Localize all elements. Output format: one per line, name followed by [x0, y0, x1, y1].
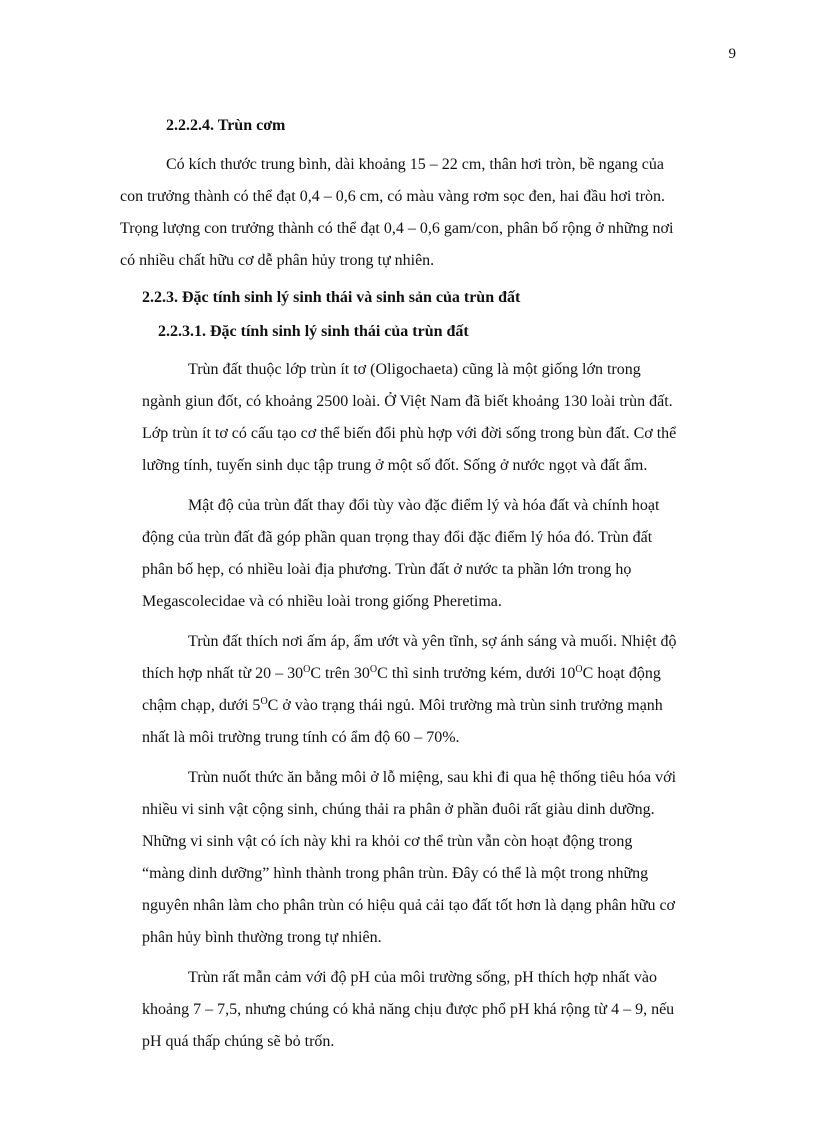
- paragraph-line: lưỡng tính, tuyến sinh dục tập trung ở một số đốt. Sống ở nước ngọt và đất ẩm.: [142, 457, 648, 474]
- paragraph-line: pH quá thấp chúng sẽ bỏ trốn.: [142, 1033, 335, 1050]
- paragraph-line: phân hủy bình thường trong tự nhiên.: [142, 929, 382, 946]
- paragraph-digestion: [120, 762, 740, 954]
- paragraph-temperature: [120, 626, 740, 754]
- section-heading-2-2-3: 2.2.3. Đặc tính sinh lý sinh thái và sinh sản của trùn đất: [142, 289, 521, 306]
- paragraph-line: Trùn rất mẫn cảm với độ pH của môi trường sống, pH thích hợp nhất vào: [188, 969, 657, 986]
- paragraph-line: Megascolecidae và có nhiều loài trong giống Pheretima.: [142, 593, 502, 610]
- paragraph-line: Những vi sinh vật có ích này khi ra khỏi cơ thể trùn vẫn còn hoạt động trong: [142, 833, 633, 850]
- paragraph-line: nhất là môi trường trung tính có ẩm độ 60 – 70%.: [142, 729, 460, 746]
- degree-superscript: O: [575, 664, 583, 675]
- paragraph-line: Trọng lượng con trưởng thành có thể đạt 0,4 – 0,6 gam/con, phân bố rộng ở những nơi: [120, 220, 674, 237]
- degree-superscript: O: [303, 664, 311, 675]
- degree-superscript: O: [260, 696, 268, 707]
- paragraph-line: có nhiều chất hữu cơ dễ phân hủy trong tự nhiên.: [120, 252, 435, 269]
- paragraph-ph: [120, 962, 740, 1058]
- paragraph-line: con trưởng thành có thể đạt 0,4 – 0,6 cm, có màu vàng rơm sọc đen, hai đầu hơi tròn.: [120, 188, 666, 205]
- paragraph-distribution: [120, 354, 740, 482]
- text-run: thích hợp nhất từ 20 – 30: [142, 665, 304, 682]
- paragraph-line: [142, 690, 740, 722]
- section-heading-2-2-2-4: 2.2.2.4. Trùn cơm: [166, 117, 286, 134]
- text-run: chậm chạp, dưới 5: [142, 697, 261, 714]
- text-run: C hoạt động: [582, 665, 661, 682]
- page-number: 9: [728, 46, 736, 62]
- section-heading-2-2-3-1: 2.2.3.1. Đặc tính sinh lý sinh thái của trùn đất: [158, 323, 469, 340]
- paragraph-line: khoảng 7 – 7,5, nhưng chúng có khả năng chịu được phổ pH khá rộng từ 4 – 9, nếu: [142, 1001, 675, 1018]
- degree-superscript: O: [369, 664, 378, 675]
- paragraph-line: “màng dinh dưỡng” hình thành trong phân trùn. Đây có thể là một trong những: [142, 865, 649, 882]
- text-run: C trên 30: [310, 665, 370, 682]
- paragraph-line: động của trùn đất đã góp phần quan trọng thay đổi đặc điểm lý hóa đó. Trùn đất: [142, 529, 653, 546]
- paragraph-line: ngành giun đốt, có khoảng 2500 loài. Ở Việt Nam đã biết khoảng 130 loài trùn đất.: [142, 393, 673, 410]
- paragraph-line: Trùn đất thích nơi ấm áp, ẩm ướt và yên tĩnh, sợ ánh sáng và muối. Nhiệt độ: [188, 633, 677, 650]
- paragraph-line: nguyên nhân làm cho phân trùn có hiệu quả cải tạo đất tốt hơn là dạng phân hữu cơ: [142, 897, 675, 914]
- paragraph-line: Có kích thước trung bình, dài khoảng 15 – 22 cm, thân hơi tròn, bề ngang của: [166, 156, 664, 173]
- paragraph-line: Trùn đất thuộc lớp trùn ít tơ (Oligochaeta) cũng là một giống lớn trong: [188, 361, 641, 378]
- paragraph-line: Mật độ của trùn đất thay đổi tùy vào đặc điểm lý và hóa đất và chính hoạt: [188, 497, 660, 514]
- paragraph-line: Trùn nuốt thức ăn bằng môi ở lỗ miệng, sau khi đi qua hệ thống tiêu hóa với: [188, 769, 677, 786]
- paragraph-line: phân bố hẹp, có nhiều loài địa phương. Trùn đất ở nước ta phần lớn trong họ: [142, 561, 632, 578]
- text-run: C ở vào trạng thái ngủ. Môi trường mà trùn sinh trưởng mạnh: [267, 697, 663, 714]
- text-run: C thì sinh trưởng kém, dưới 10: [377, 665, 576, 682]
- paragraph-line: Lớp trùn ít tơ có cấu tạo cơ thể biến đổi phù hợp với đời sống trong bùn đất. Cơ thể: [142, 425, 677, 442]
- paragraph-density: [120, 490, 740, 618]
- paragraph-line: [142, 658, 740, 690]
- page-body: [120, 108, 740, 1058]
- paragraph-line: nhiều vi sinh vật cộng sinh, chúng thải ra phân ở phần đuôi rất giàu dinh dưỡng.: [142, 801, 655, 818]
